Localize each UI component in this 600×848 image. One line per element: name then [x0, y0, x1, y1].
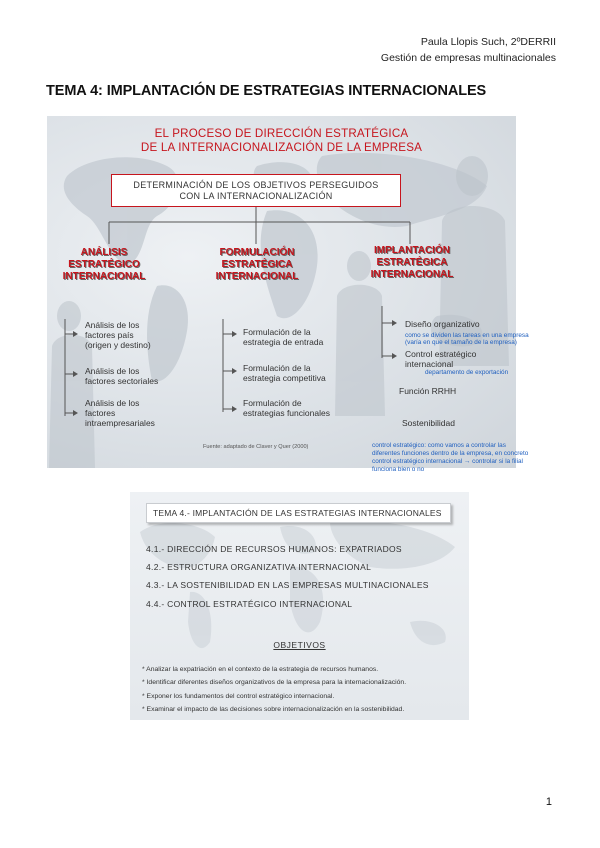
formulation-entry-strategy: Formulación de la estrategia de entrada [243, 327, 324, 348]
slide-strategic-process [47, 116, 529, 473]
heading-strategic-implementation: IMPLANTACIÓN ESTRATÉGICA INTERNACIONAL [370, 245, 454, 281]
bottom-note-2: diferentes funciones dentro de la empresa, en concreto [372, 450, 529, 457]
objectives-box-line1: DETERMINACIÓN DE LOS OBJETIVOS PERSEGUIDOS [133, 180, 379, 190]
topic-item-4-3: 4.3.- LA SOSTENIBILIDAD EN LAS EMPRESAS MULTINACIONALES [146, 580, 429, 590]
topic-item-4-1: 4.1.- DIRECCIÓN DE RECURSOS HUMANOS: EXPATRIADOS [146, 544, 402, 554]
objective-3: * Exponer los fundamentos del control estratégico internacional. [142, 693, 335, 700]
topic-item-4-2: 4.2.- ESTRUCTURA ORGANIZATIVA INTERNACIONAL [146, 562, 372, 572]
analysis-internal-factors: Análisis de los factores intraempresariales [85, 398, 155, 429]
formulation-functional-strategies: Formulación de estrategias funcionales [243, 398, 330, 419]
bottom-note-4: funciona bien o no [372, 466, 425, 473]
slide-title-line2: DE LA INTERNACIONALIZACIÓN DE LA EMPRESA [140, 141, 423, 155]
page-number: 1 [545, 796, 552, 808]
objective-2: * Identificar diferentes diseños organizativos de la empresa para la internacionalización. [142, 679, 407, 686]
objective-4: * Examinar el impacto de las decisiones sobre internacionalización en la sostenibilidad. [142, 706, 405, 713]
slide-topic-overview [130, 492, 469, 720]
note-org-design-2: (varía en que el tamaño de la empresa) [405, 339, 517, 346]
bottom-note-1: control estratégico: como vamos a controlar las [372, 442, 506, 449]
note-control: departamento de exportación [425, 369, 509, 376]
formulation-competitive-strategy: Formulación de la estrategia competitiva [243, 363, 326, 384]
objectives-title: OBJETIVOS [273, 640, 326, 650]
page-title: TEMA 4: IMPLANTACIÓN DE ESTRATEGIAS INTERNACIONALES [46, 83, 487, 99]
objectives-box-line2: CON LA INTERNACIONALIZACIÓN [179, 191, 333, 202]
implementation-hr: Función RRHH [399, 386, 457, 396]
header-subject: Gestión de empresas multinacionales [380, 52, 556, 64]
implementation-org-design: Diseño organizativo [405, 319, 480, 329]
slide-title-line1: EL PROCESO DE DIRECCIÓN ESTRATÉGICA [154, 127, 409, 140]
header-author: Paula Llopis Such, 2ºDERRII [420, 36, 556, 48]
source-note: Fuente: adaptado de Claver y Quer (2000) [203, 444, 309, 450]
implementation-sustainability: Sostenibilidad [402, 418, 455, 428]
bottom-note-3: control estratégico internacional → controlar si la filial [372, 458, 523, 465]
heading-strategic-analysis: ANÁLISIS ESTRATÉGICO INTERNACIONAL [62, 247, 146, 283]
implementation-control: Control estratégico internacional [405, 349, 477, 370]
analysis-country-factors: Análisis de los factores país (origen y destino) [85, 320, 151, 351]
objective-1: * Analizar la expatriación en el contexto de la estrategia de recursos humanos. [142, 666, 379, 673]
heading-strategic-formulation: FORMULACIÓN ESTRATÉGICA INTERNACIONAL [215, 247, 299, 283]
slide2-title: TEMA 4.- IMPLANTACIÓN DE LAS ESTRATEGIAS INTERNACIONALES [146, 503, 451, 523]
topic-item-4-4: 4.4.- CONTROL ESTRATÉGICO INTERNACIONAL [146, 599, 353, 609]
analysis-sector-factors: Análisis de los factores sectoriales [85, 366, 159, 387]
objectives-box [111, 174, 401, 207]
slide-title [47, 127, 516, 156]
note-org-design-1: como se dividen las tareas en una empresa [405, 332, 529, 339]
